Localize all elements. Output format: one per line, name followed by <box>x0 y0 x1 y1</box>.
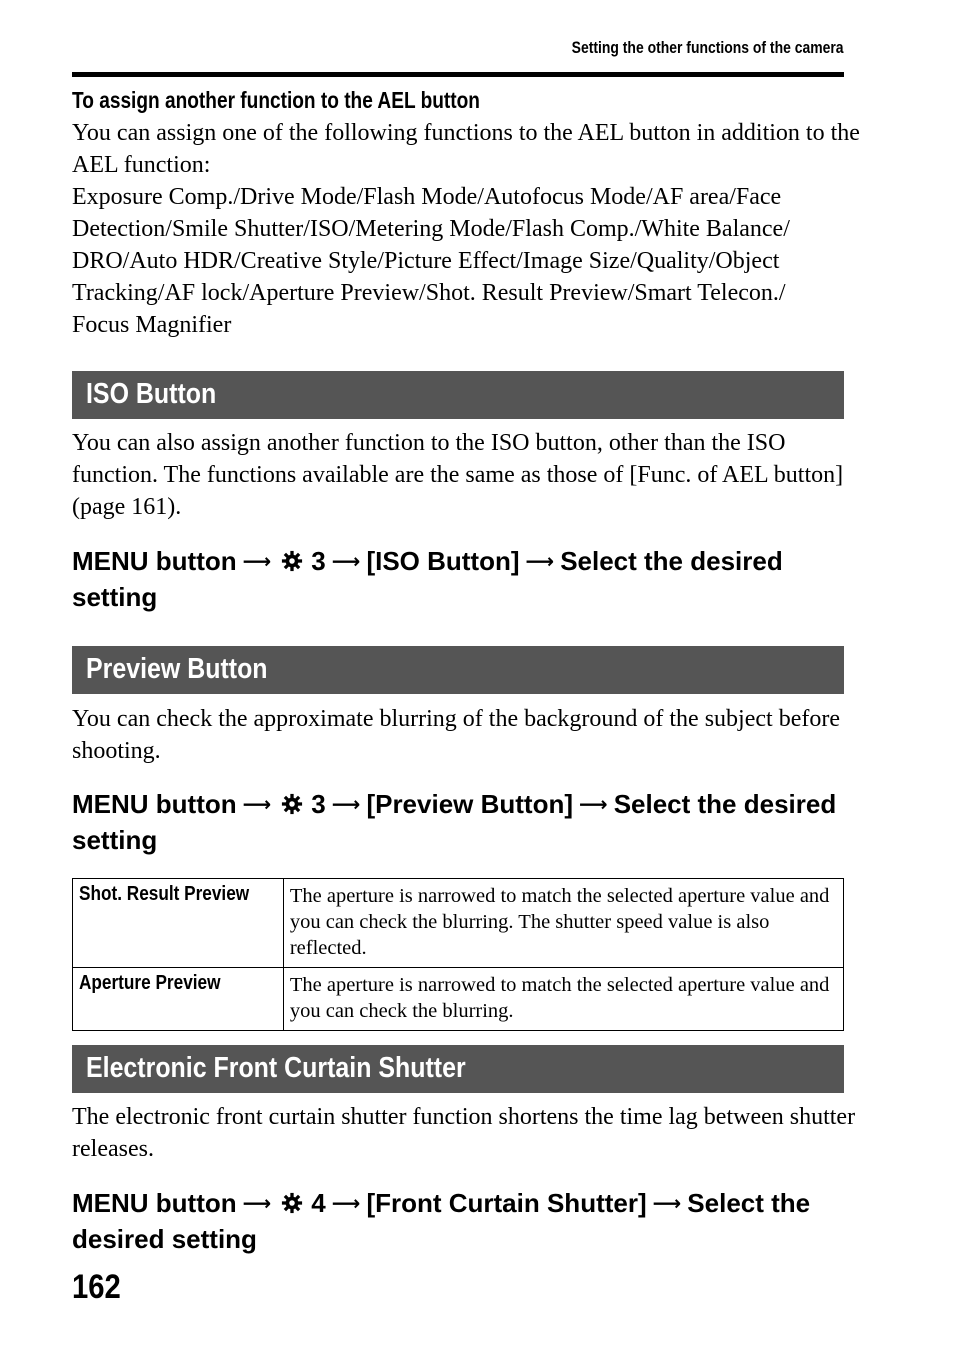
ael-function-list: Exposure Comp./Drive Mode/Flash Mode/Autofocus Mode/AF area/Face Detection/Smile Shutter/ISO/Metering Mode/Flash Comp./White Balance/ DRO/Auto HDR/Creative Style/Picture Effect/Image Size/Quality/Object Tracking/AF lock/Aperture Preview/Shot. Result Preview/Smart Telecon./ Focus Magnifier <box>72 184 790 338</box>
menu-action-continued: setting <box>72 582 158 612</box>
menu-item: [Preview Button] <box>366 789 574 819</box>
menu-action-continued: desired setting <box>72 1224 257 1254</box>
menu-action-continued: setting <box>72 825 158 855</box>
preview-button-section-header <box>72 646 844 694</box>
menu-action: Select the desired <box>613 789 837 819</box>
section-title: ISO Button <box>86 378 217 410</box>
ael-subheading: To assign another function to the AEL button <box>72 87 480 113</box>
running-header: Setting the other functions of the camera <box>572 38 844 57</box>
setting-description: The aperture is narrowed to match the selected aperture value and you can check the blurring. The shutter speed value is also reflected. <box>283 879 843 968</box>
setting-description: The aperture is narrowed to match the selected aperture value and you can check the blurring. <box>283 968 843 1031</box>
menu-tab-number: 3 <box>311 546 326 576</box>
gear-icon <box>281 550 303 572</box>
page-number: 162 <box>72 1268 121 1306</box>
preview-menu-path <box>72 787 836 858</box>
front-curtain-section-header <box>72 1045 844 1093</box>
section-title: Preview Button <box>86 653 268 685</box>
right-arrow-icon: ⟶ <box>331 1193 361 1215</box>
front-curtain-menu-path <box>72 1186 810 1257</box>
preview-settings-table <box>72 878 844 1031</box>
setting-term: Shot. Result Preview <box>73 879 284 968</box>
right-arrow-icon: ⟶ <box>242 1193 272 1215</box>
menu-tab-number: 3 <box>311 789 326 819</box>
ael-intro-text: You can assign one of the following functions to the AEL button in addition to the AEL function: <box>72 120 860 178</box>
menu-item: [ISO Button] <box>366 546 520 576</box>
gear-icon <box>281 1192 303 1214</box>
gear-icon <box>281 793 303 815</box>
menu-tab-number: 4 <box>311 1188 326 1218</box>
section-title: Electronic Front Curtain Shutter <box>86 1052 466 1084</box>
setting-term: Aperture Preview <box>73 968 284 1031</box>
right-arrow-icon: ⟶ <box>242 794 272 816</box>
header-rule <box>72 72 844 77</box>
right-arrow-icon: ⟶ <box>242 551 272 573</box>
iso-menu-path <box>72 544 783 615</box>
iso-button-section-header <box>72 371 844 419</box>
right-arrow-icon: ⟶ <box>525 551 555 573</box>
iso-description: You can also assign another function to the ISO button, other than the ISO function. The functions available are the same as those of [Func. of AEL button] (page 161). <box>72 430 844 520</box>
table-row <box>73 968 844 1031</box>
right-arrow-icon: ⟶ <box>331 794 361 816</box>
preview-description: You can check the approximate blurring of the background of the subject before shooting. <box>72 706 840 764</box>
menu-button-label: MENU button <box>72 546 237 576</box>
front-curtain-description: The electronic front curtain shutter function shortens the time lag between shutter releases. <box>72 1104 856 1162</box>
menu-item: [Front Curtain Shutter] <box>366 1188 647 1218</box>
right-arrow-icon: ⟶ <box>331 551 361 573</box>
right-arrow-icon: ⟶ <box>652 1193 682 1215</box>
menu-action: Select the desired <box>560 546 783 576</box>
menu-action: Select the <box>687 1188 811 1218</box>
menu-button-label: MENU button <box>72 1188 237 1218</box>
table-row <box>73 879 844 968</box>
menu-button-label: MENU button <box>72 789 237 819</box>
right-arrow-icon: ⟶ <box>579 794 608 816</box>
